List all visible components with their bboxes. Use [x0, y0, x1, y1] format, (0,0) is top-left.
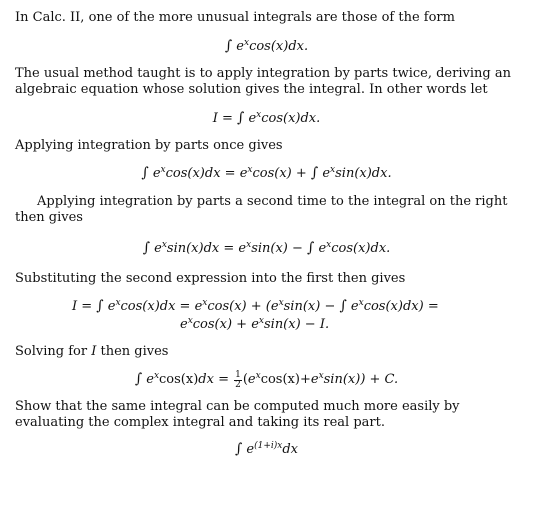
exp-power: x: [278, 298, 284, 308]
equation-solution: [0, 371, 533, 390]
exp-base: e: [247, 372, 256, 387]
exp-power: x: [330, 165, 336, 175]
exp-power: x: [326, 240, 332, 250]
expr-text: sin(x)dx =: [166, 241, 239, 256]
expr-text: dx =: [198, 372, 234, 387]
exp-base: e: [246, 442, 255, 457]
exp-base: e: [270, 299, 279, 314]
expr-text: cos(x)dx.: [331, 241, 391, 256]
integral-sign: ∫: [96, 298, 104, 314]
exp-base: e: [236, 39, 244, 54]
exp-power: x: [358, 298, 364, 308]
expr-text: sin(x) −: [283, 299, 340, 314]
paragraph-substituting: Substituting the second expression into the first then gives: [15, 271, 406, 286]
text-span: then gives: [96, 344, 169, 359]
fraction-denominator: 2: [235, 380, 241, 390]
exp-power: x: [161, 240, 167, 250]
exp-power: x: [246, 240, 252, 250]
integrand-text: cos(x)dx.: [249, 39, 309, 54]
paragraph-parts-once: Applying integration by parts once gives: [15, 138, 283, 153]
equation-parts-once: [0, 165, 533, 182]
integral-sign: ∫: [237, 110, 245, 126]
exp-base: e: [194, 299, 203, 314]
exp-power: x: [202, 298, 208, 308]
expr-text: sin(x) −: [251, 241, 308, 256]
expr-text: cos(x) + (: [207, 299, 271, 314]
exp-base: e: [239, 166, 248, 181]
expr-text: sin(x)dx.: [335, 166, 392, 181]
fraction-one-half: [234, 371, 242, 390]
exp-power: x: [247, 165, 253, 175]
variable-i: I: [91, 344, 97, 359]
exp-power: x: [244, 38, 250, 48]
exp-base: e: [180, 317, 188, 332]
expr-text: cos(x) +: [252, 166, 311, 181]
exp-base: e: [152, 166, 161, 181]
text-span: Solving for: [15, 344, 92, 359]
paragraph-parts-twice: Applying integration by parts a second time to the integral on the right then gives: [15, 194, 508, 225]
exp-power: x: [153, 371, 160, 381]
equation-form: [0, 38, 533, 55]
exp-base: e: [310, 372, 319, 387]
exp-base: e: [146, 372, 154, 387]
intro-paragraph: In Calc. II, one of the more unusual integrals are those of the form: [15, 10, 455, 25]
exp-power: x: [160, 165, 166, 175]
lhs-text: I =: [212, 111, 238, 126]
expr-text: (: [242, 372, 248, 387]
exp-base: e: [154, 241, 162, 256]
integral-sign: ∫: [339, 298, 347, 314]
exp-power: x: [255, 371, 261, 381]
exp-base: e: [251, 317, 259, 332]
exp-power: x: [256, 110, 262, 120]
integral-sign: ∫: [234, 441, 243, 457]
exp-base: e: [248, 111, 257, 126]
equation-substituted-line1: [72, 298, 522, 315]
paragraph-solving: [15, 344, 515, 360]
exp-power: x: [187, 316, 193, 326]
expr-text: cos(x)+: [260, 372, 311, 387]
exp-base: e: [318, 241, 327, 256]
integral-sign: ∫: [142, 240, 150, 256]
integral-sign: ∫: [224, 38, 233, 54]
expr-text: cos(x): [159, 372, 199, 387]
integrand-text: dx: [282, 442, 299, 457]
exp-power: x: [318, 371, 324, 381]
exp-power: x: [115, 298, 121, 308]
paragraph-method: The usual method taught is to apply integration by parts twice, deriving an algebraic equation whose solution gives the integral. In other words let: [15, 66, 511, 97]
integral-sign: ∫: [307, 240, 315, 256]
equation-substituted-line2: [180, 316, 480, 333]
expr-text: I =: [72, 299, 97, 314]
expr-text: cos(x)dx =: [120, 299, 195, 314]
exp-base: e: [322, 166, 331, 181]
paragraph-complex: Show that the same integral can be computed much more easily by evaluating the complex integral and taking its real part.: [15, 399, 460, 430]
integral-sign: ∫: [141, 165, 149, 181]
integral-sign: ∫: [310, 165, 319, 181]
integrand-text: cos(x)dx.: [261, 111, 321, 126]
exp-base: e: [350, 299, 359, 314]
equation-parts-twice: [0, 240, 533, 257]
expr-text: cos(x)dx =: [165, 166, 240, 181]
exp-base: e: [238, 241, 247, 256]
exp-base: e: [107, 299, 116, 314]
expr-text: sin(x)) + C.: [323, 372, 399, 387]
equation-complex: [0, 441, 533, 458]
exp-power: x: [258, 316, 264, 326]
exp-power: (1+i)x: [254, 441, 283, 451]
equation-define-i: [0, 110, 533, 127]
fraction-numerator: 1: [235, 370, 241, 380]
expr-text: sin(x) − I.: [263, 317, 330, 332]
expr-text: cos(x) +: [192, 317, 252, 332]
integral-sign: ∫: [134, 371, 143, 387]
expr-text: cos(x)dx) =: [363, 299, 439, 314]
